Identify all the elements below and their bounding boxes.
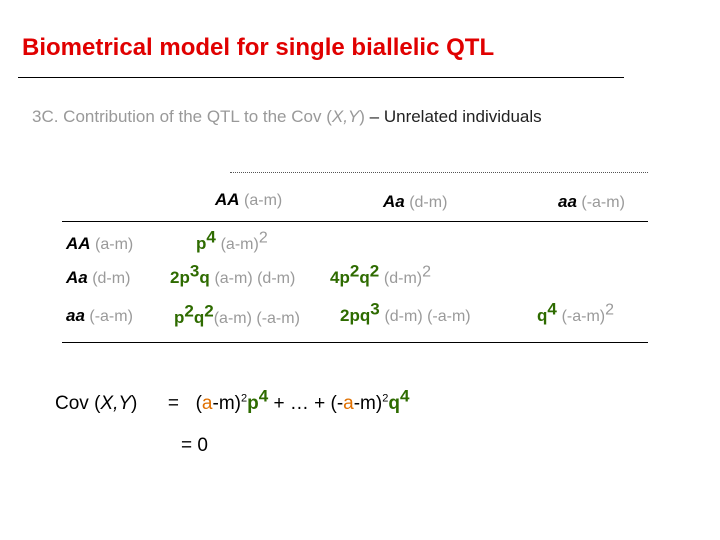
cell-value-exponent: 2 (422, 263, 432, 281)
cell-frequency-exponent: 2 (184, 301, 194, 321)
table-bottom-rule (62, 342, 648, 343)
formula-term2-exp: 2 (382, 392, 389, 405)
col-header-AA (215, 190, 282, 210)
row-header-genotype: aa (66, 306, 85, 325)
formula-middle: + … + (- (268, 393, 344, 414)
col-header-aa (558, 192, 625, 212)
formula-term2-a: a (343, 393, 354, 414)
row-header-genotype: Aa (66, 268, 88, 287)
cell-frequency-exponent: 4 (206, 227, 216, 247)
formula-lhs-close: ) (131, 393, 138, 414)
cell-value-exponent: 2 (605, 301, 615, 319)
slide-title: Biometrical model for single biallelic QTL (22, 34, 495, 61)
cell-frequency-q-exponent: 2 (369, 261, 380, 281)
cell-value: (a-m) (-a-m) (213, 310, 300, 327)
cell-AA-AA (196, 227, 268, 254)
row-header-aa (66, 306, 133, 326)
col-header-Aa (383, 192, 447, 212)
col-header-genotype: Aa (383, 192, 405, 211)
subtitle-suffix: – Unrelated individuals (364, 107, 542, 126)
cell-frequency-q: q (199, 268, 210, 287)
cell-aa-AA (174, 301, 300, 328)
row-header-Aa (66, 268, 130, 288)
subtitle-prefix: 3C. Contribution of the QTL to the Cov ( (32, 107, 332, 126)
formula-term1-p-exp: 4 (258, 386, 269, 406)
formula-term1-rest: -m) (212, 393, 241, 414)
subtitle-close: ) (359, 107, 365, 126)
header-dotted-rule (230, 172, 648, 173)
cell-frequency: 4p (330, 268, 350, 287)
row-header-value: (-a-m) (89, 308, 133, 325)
cell-value-exponent: 2 (258, 229, 268, 247)
cell-frequency-exponent: 2 (349, 261, 360, 281)
col-header-genotype: aa (558, 192, 577, 211)
formula-term1-a: a (201, 393, 213, 414)
col-header-genotype: AA (215, 190, 240, 209)
cell-value: (d-m) (383, 270, 423, 287)
covariance-formula (55, 386, 410, 415)
table-top-rule (62, 221, 648, 222)
subtitle-xy: X,Y (331, 107, 360, 126)
section-subtitle (32, 107, 542, 127)
cell-aa-aa (537, 299, 615, 326)
cell-value: (d-m) (-a-m) (384, 308, 471, 325)
cell-aa-Aa (340, 299, 471, 326)
cell-frequency-exponent: 3 (189, 261, 200, 281)
row-header-value: (d-m) (92, 270, 131, 287)
col-header-value: (a-m) (244, 192, 283, 209)
cell-frequency-q-exponent: 2 (204, 301, 214, 321)
formula-term1-exp: 2 (240, 392, 248, 405)
formula-equals: = (167, 393, 180, 414)
formula-term2-q: q (388, 393, 400, 414)
cell-value: (-a-m) (561, 308, 606, 325)
formula-lhs-xy: X,Y (100, 393, 132, 414)
cell-frequency: 2pq (340, 306, 371, 325)
cell-frequency-q: q (193, 308, 205, 327)
cell-value: (a-m) (d-m) (214, 270, 296, 287)
cell-frequency: p (196, 234, 207, 253)
row-header-genotype: AA (66, 234, 91, 253)
col-header-value: (d-m) (409, 194, 448, 211)
col-header-value: (-a-m) (581, 194, 625, 211)
formula-lhs: Cov ( (55, 393, 101, 414)
title-divider (18, 77, 624, 78)
cell-frequency-exponent: 3 (370, 299, 380, 319)
formula-term1-open: ( (195, 393, 202, 414)
cell-frequency: q (537, 306, 548, 325)
cell-frequency-q: q (359, 268, 370, 287)
cell-Aa-AA (170, 261, 296, 288)
cell-value: (a-m) (220, 236, 259, 253)
formula-result: = 0 (181, 435, 208, 456)
cell-frequency: p (174, 308, 185, 327)
row-header-AA (66, 234, 133, 254)
formula-term1-p: p (247, 393, 259, 414)
cell-frequency: 2p (170, 268, 190, 287)
cell-Aa-Aa (330, 261, 432, 288)
cell-frequency-exponent: 4 (547, 299, 557, 319)
formula-term2-rest: -m) (353, 393, 383, 414)
formula-term2-q-exp: 4 (399, 386, 410, 406)
row-header-value: (a-m) (95, 236, 134, 253)
